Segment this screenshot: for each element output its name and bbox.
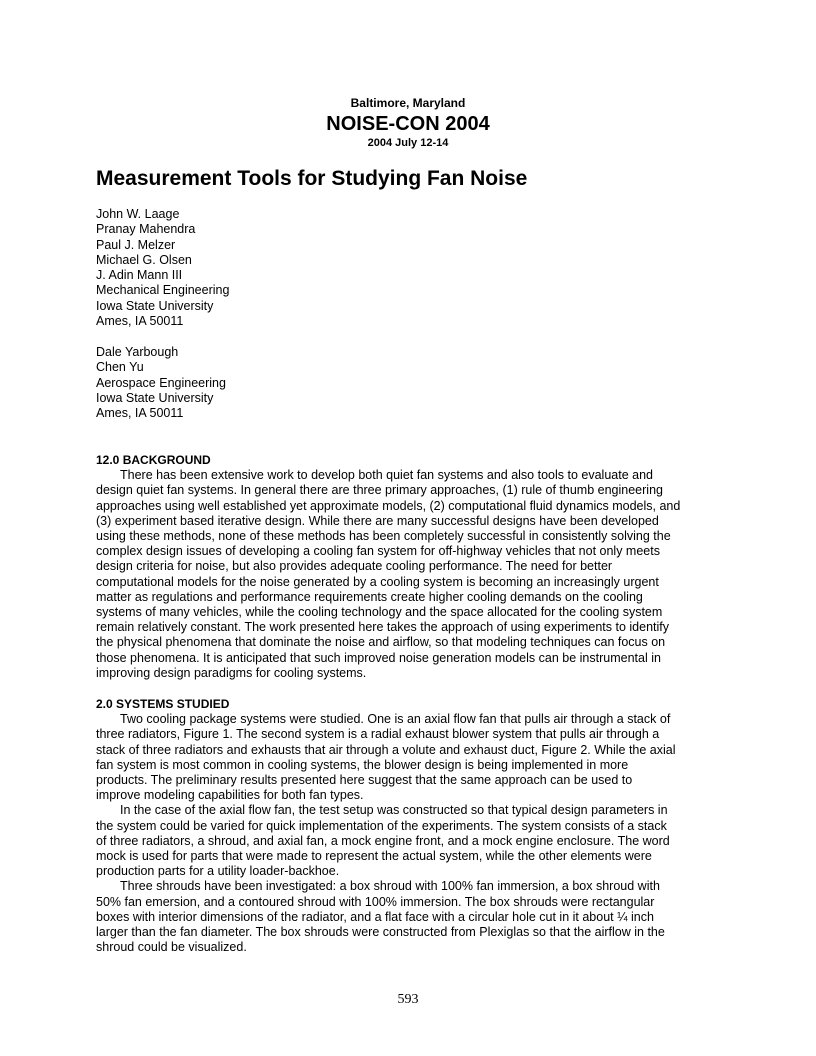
text-line: approaches using well established yet approximate models, (2) computational fluid dynamics models, and (96, 498, 681, 513)
author-line: Pranay Mahendra (96, 222, 196, 237)
text-line: products. The preliminary results presented here suggest that the same approach can be used to (96, 773, 633, 788)
paragraph (96, 879, 720, 955)
text-line: the physical phenomena that dominate the noise and airflow, so that modeling techniques can focus on (96, 635, 666, 650)
text-line: shroud could be visualized. (96, 940, 247, 955)
author-line: Iowa State University (96, 298, 214, 313)
author-line: Michael G. Olsen (96, 252, 192, 267)
text-line: Three shrouds have been investigated: a box shroud with 100% fan immersion, a box shroud with (120, 879, 660, 894)
text-line: boxes with interior dimensions of the radiator, and a flat face with a circular hole cut in it about ¼ inch (96, 909, 654, 924)
paragraph (96, 712, 720, 803)
conference-name: NOISE-CON 2004 (326, 113, 490, 135)
author-line: John W. Laage (96, 207, 180, 221)
text-line: those phenomena. It is anticipated that such improved noise generation models can be instrumental in (96, 650, 661, 665)
text-line: remain relatively constant. The work presented here takes the approach of using experiments to identify (96, 620, 669, 635)
text-line: larger than the fan diameter. The box shrouds were constructed from Plexiglas so that the airflow in the (96, 925, 665, 940)
author-line: Ames, IA 50011 (96, 314, 184, 329)
text-line: improving design paradigms for cooling systems. (96, 665, 367, 680)
text-line: computational models for the noise generated by a cooling system is becoming an increasingly urgent (96, 574, 659, 589)
text-line: the system could be varied for quick implementation of the experiments. The system consists of a stack (96, 818, 667, 833)
text-line: Two cooling package systems were studied. One is an axial flow fan that pulls air through a stack of (120, 712, 671, 727)
text-line: design criteria for noise, but also provides adequate cooling performance. The need for better (96, 559, 613, 574)
text-line: improve modeling capabilities for both fan types. (96, 788, 364, 803)
text-line: using these methods, none of these methods has been completely successful in consistently solving the (96, 529, 671, 544)
author-line: Aerospace Engineering (96, 375, 226, 390)
author-block-secondary (96, 345, 226, 421)
paragraph (96, 803, 720, 879)
author-line: J. Adin Mann III (96, 268, 183, 283)
conference-dates: 2004 July 12-14 (367, 137, 449, 149)
text-line: three radiators, Figure 1. The second system is a radial exhaust blower system that pulls air through a (96, 727, 660, 742)
text-line: mock is used for parts that were made to represent the actual system, while the other elements were (96, 849, 652, 864)
section-body (96, 468, 720, 681)
text-line: of three radiators, a shroud, and axial fan, a mock engine front, and a mock engine enclosure. The word (96, 833, 670, 848)
text-line: design quiet fan systems. In general there are three primary approaches, (1) rule of thumb engineering (96, 483, 663, 498)
text-line: complex design issues of developing a cooling fan system for off-highway vehicles that not only meets (96, 544, 660, 559)
author-line: Mechanical Engineering (96, 283, 230, 298)
section-heading: 2.0 SYSTEMS STUDIED (96, 697, 230, 711)
text-line: 50% fan emersion, and a contoured shroud with 100% immersion. The box shrouds were rectangular (96, 894, 655, 909)
text-line: matter as regulations and performance requirements create higher cooling demands on the cooling (96, 589, 643, 604)
text-line: (3) experiment based iterative design. While there are many successful designs have been developed (96, 513, 659, 528)
conference-location: Baltimore, Maryland (350, 96, 466, 110)
section-systems-studied (96, 697, 720, 955)
text-line: systems of many vehicles, while the cooling technology and the space allocated for the cooling system (96, 605, 663, 620)
text-line: production parts for a utility loader-backhoe. (96, 864, 340, 879)
text-line: In the case of the axial flow fan, the test setup was constructed so that typical design parameters in (120, 803, 668, 818)
author-line: Paul J. Melzer (96, 237, 176, 252)
section-heading: 12.0 BACKGROUND (96, 453, 211, 467)
text-line: There has been extensive work to develop both quiet fan systems and also tools to evaluate and (120, 468, 653, 483)
author-line: Chen Yu (96, 360, 144, 375)
text-line: fan system is most common in cooling systems, the blower design is being implemented in more (96, 757, 629, 772)
author-line: Ames, IA 50011 (96, 406, 184, 421)
paragraph (96, 468, 720, 681)
page-number: 593 (397, 992, 419, 1007)
text-line: stack of three radiators and exhausts that air through a volute and exhaust duct, Figure 2. While the axial (96, 742, 676, 757)
author-line: Iowa State University (96, 390, 214, 405)
author-line: Dale Yarbough (96, 345, 179, 359)
section-background (96, 453, 720, 681)
author-block-primary (96, 207, 229, 329)
paper-title: Measurement Tools for Studying Fan Noise (96, 167, 528, 190)
section-body (96, 712, 720, 955)
